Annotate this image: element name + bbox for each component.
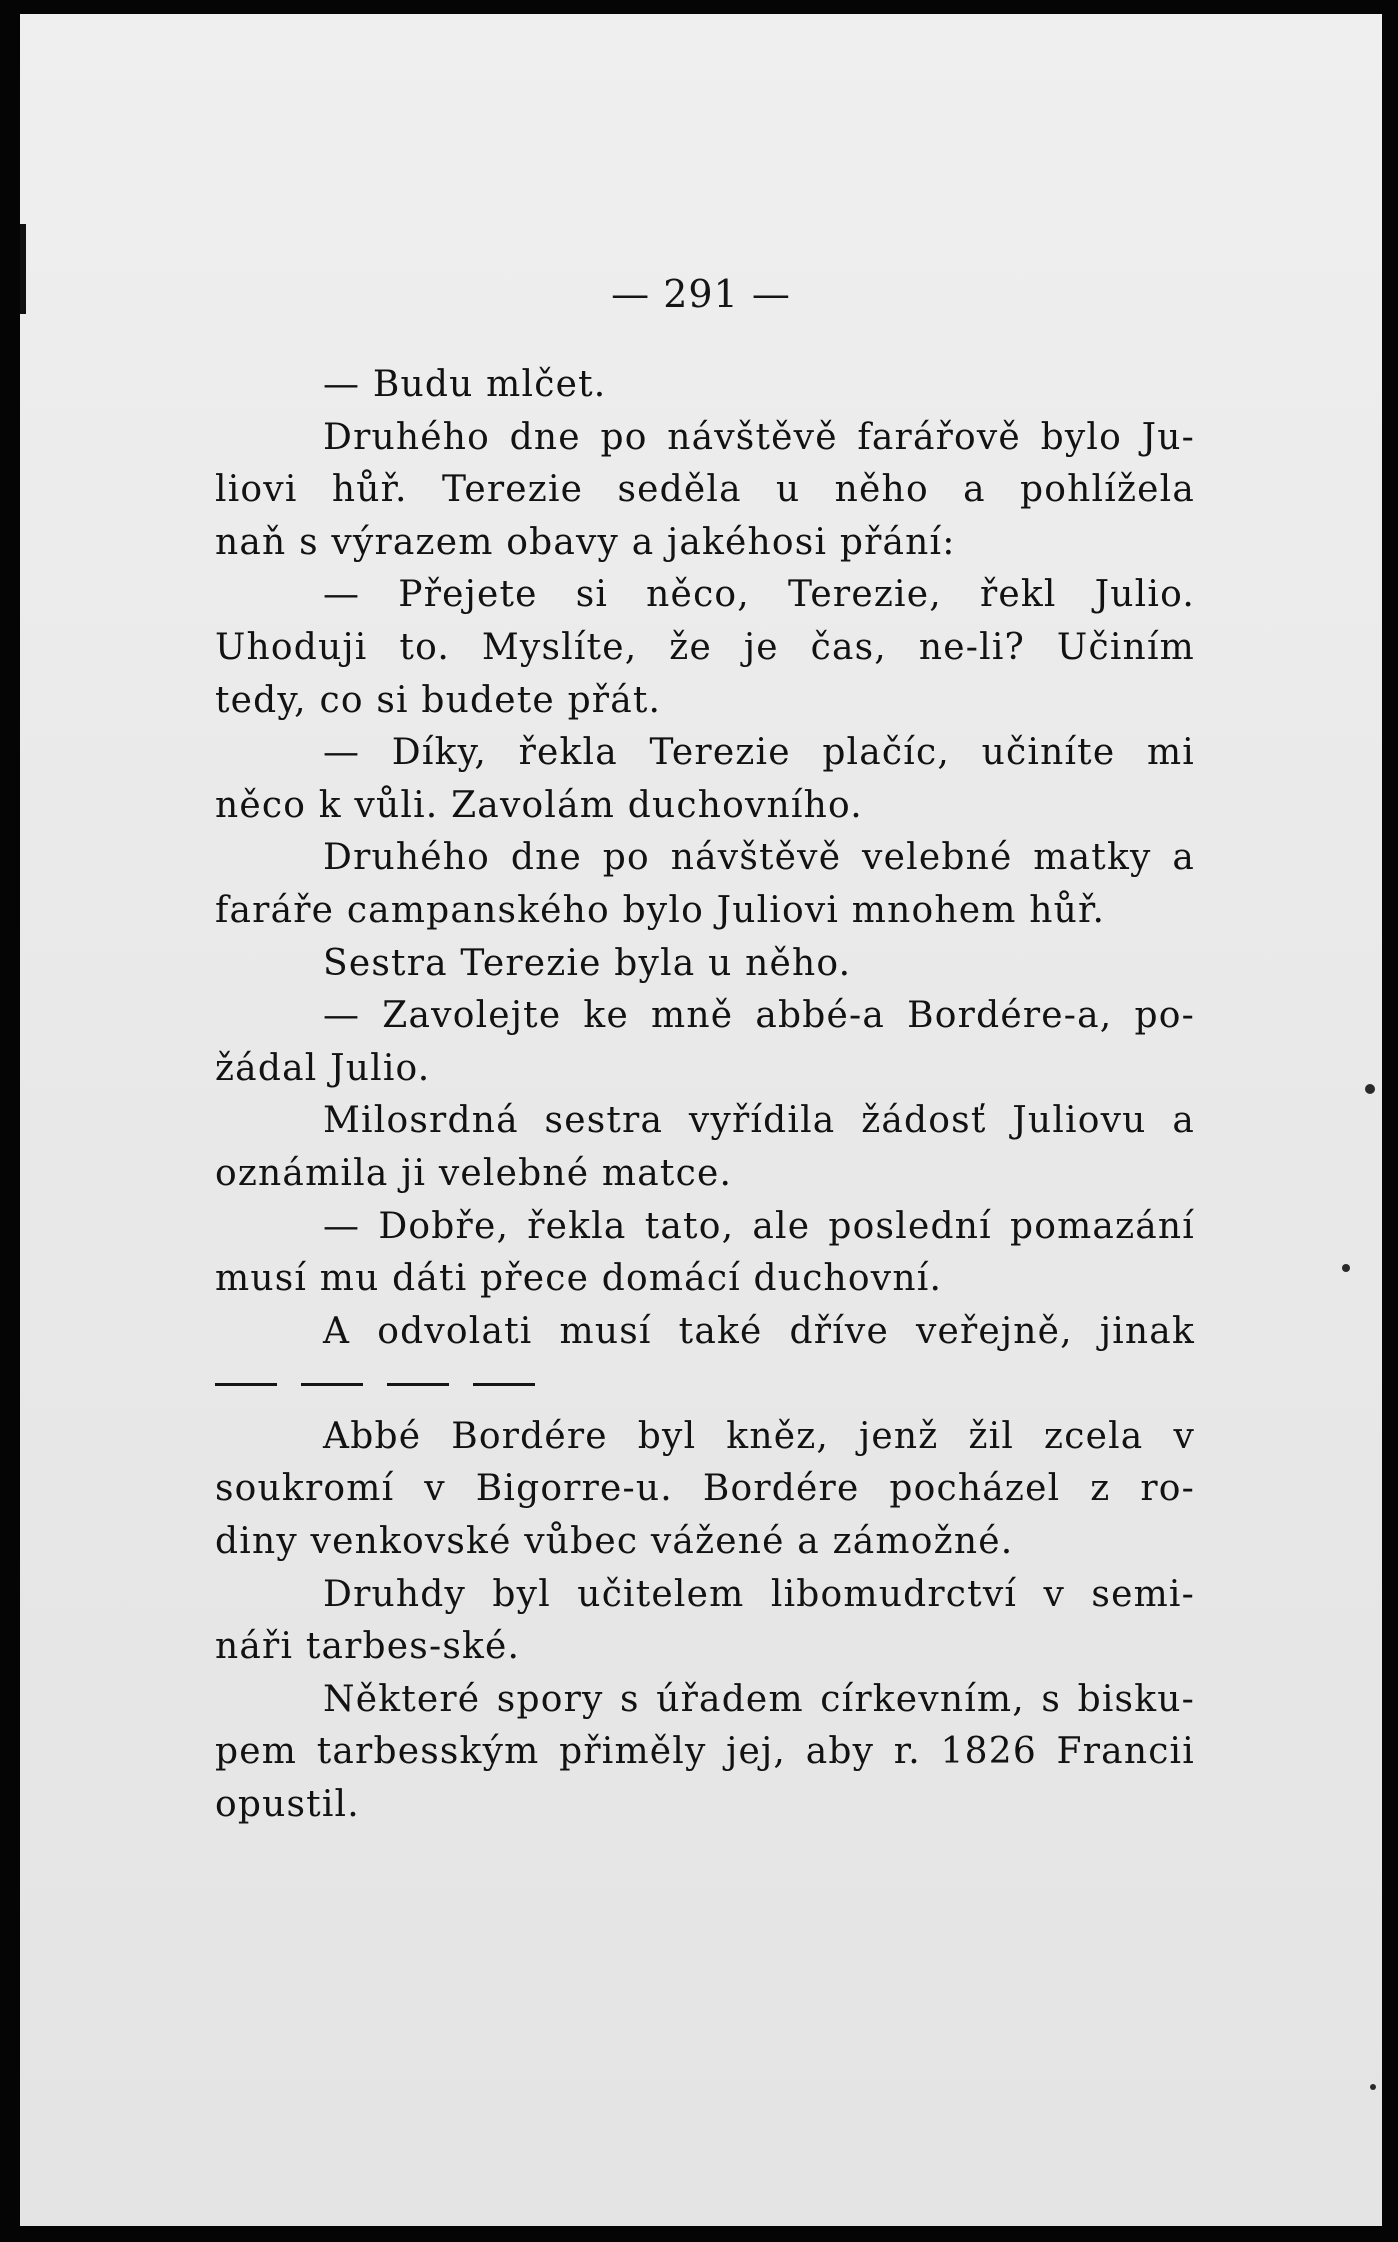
text-line: soukromí v Bigorre-u. Bordére pocházel z ro- bbox=[215, 1468, 1195, 1510]
text-line: Milosrdná sestra vyřídila žádosť Juliovu a bbox=[323, 1100, 1195, 1142]
text-line: oznámila ji velebné matce. bbox=[215, 1152, 733, 1194]
text-line: Některé spory s úřadem církevním, s bisku- bbox=[323, 1678, 1195, 1720]
text-line: — Díky, řekla Terezie plačíc, učiníte mi bbox=[323, 732, 1195, 774]
text-line: diny venkovské vůbec vážené a zámožné. bbox=[215, 1521, 1014, 1563]
text-line: — Zavolejte ke mně abbé-a Bordére-a, po- bbox=[323, 995, 1195, 1037]
text-line: Druhého dne po návštěvě farářově bylo Ju- bbox=[323, 416, 1195, 458]
text-line: Druhdy byl učitelem libomudrctví v semi- bbox=[323, 1573, 1195, 1615]
print-speck bbox=[1365, 1084, 1375, 1094]
body-text bbox=[215, 359, 1195, 1832]
text-line: A odvolati musí také dříve veřejně, jinak bbox=[323, 1310, 1195, 1352]
print-speck bbox=[1342, 1264, 1350, 1272]
text-line: liovi hůř. Terezie seděla u něho a pohlížela bbox=[215, 469, 1195, 511]
separator-dash bbox=[387, 1383, 449, 1386]
text-line: Uhoduji to. Myslíte, že je čas, ne-li? Učiním bbox=[215, 626, 1195, 668]
text-line: musí mu dáti přece domácí duchovní. bbox=[215, 1258, 943, 1300]
separator-dash bbox=[215, 1383, 277, 1386]
text-line: — Přejete si něco, Terezie, řekl Julio. bbox=[323, 574, 1195, 616]
text-line: něco k vůli. Zavolám duchovního. bbox=[215, 784, 863, 826]
text-line: — Budu mlčet. bbox=[323, 364, 607, 405]
page-number: — 291 — bbox=[611, 272, 791, 316]
book-page bbox=[20, 14, 1382, 2226]
text-line: faráře campanského bylo Juliovi mnohem hůř. bbox=[215, 889, 1106, 931]
dash-separator bbox=[215, 1358, 1195, 1411]
text-line: Abbé Bordére byl kněz, jenž žil zcela v bbox=[323, 1415, 1195, 1457]
separator-dash bbox=[301, 1383, 363, 1386]
text-line: tedy, co si budete přát. bbox=[215, 679, 662, 721]
text-line: Druhého dne po návštěvě velebné matky a bbox=[323, 837, 1195, 879]
text-line: náři tarbes-ské. bbox=[215, 1626, 521, 1668]
text-line: žádal Julio. bbox=[215, 1047, 431, 1089]
separator-dash bbox=[473, 1383, 535, 1386]
text-line: pem tarbesským přiměly jej, aby r. 1826 Francii bbox=[215, 1731, 1195, 1773]
text-line: Sestra Terezie byla u něho. bbox=[323, 942, 852, 984]
text-line: opustil. bbox=[215, 1784, 360, 1826]
text-line: — Dobře, řekla tato, ale poslední pomazání bbox=[323, 1205, 1195, 1247]
print-speck bbox=[1370, 2084, 1376, 2090]
text-line: naň s výrazem obavy a jakéhosi přání: bbox=[215, 521, 956, 563]
